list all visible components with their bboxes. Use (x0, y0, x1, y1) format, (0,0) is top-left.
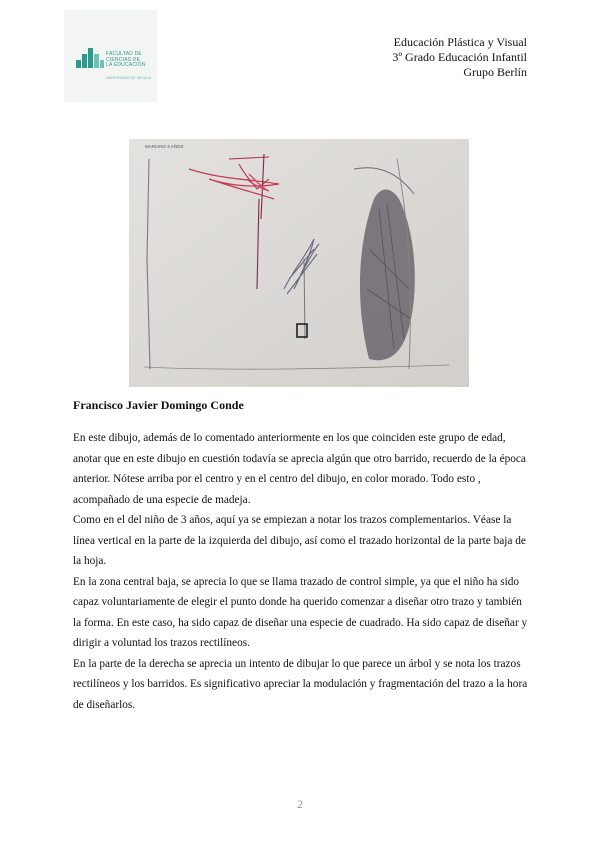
header-course: 3º Grado Educación Infantil (392, 50, 527, 64)
student-name: Francisco Javier Domingo Conde (73, 398, 244, 412)
document-header (392, 35, 527, 80)
logo-text: FACULTAD DE CIENCIAS DE LA EDUCACIÓN (106, 51, 146, 68)
drawing-corner-label: MARIANO 4 AÑOS (145, 144, 184, 149)
paragraph: En este dibujo, además de lo comentado anteriormente en los que coinciden este grupo de edad, anotar que en este dibujo en cuestión todavía se aprecia algún que otro barrido, recuerdo de la época anterior. Nótese arriba por el centro y en el centro del dibujo, en color morado. Todo esto , acompañado de una especie de madeja. (73, 432, 526, 506)
page-number: 2 (297, 797, 303, 811)
child-drawing-photo (129, 139, 469, 387)
header-subject: Educación Plástica y Visual (393, 35, 527, 49)
logo-subtext: UNIVERSIDAD DE SEVILLA (106, 76, 151, 80)
header-group: Grupo Berlín (463, 65, 527, 79)
paragraph: En la parte de la derecha se aprecia un intento de dibujar lo que parece un árbol y se nota los trazos rectilíneos y los barridos. Es significativo apreciar la modulación y fragmentación del trazo a la hora de diseñarlos. (73, 657, 528, 711)
paragraph: Como en el del niño de 3 años, aquí ya se empiezan a notar los trazos complementarios. Véase la línea vertical en la parte de la izquierda del dibujo, así como el trazado horizontal de la parte baja de la hoja. (73, 514, 526, 567)
faculty-logo (64, 10, 157, 102)
paragraph: En la zona central baja, se aprecia lo que se llama trazado de control simple, ya que el niño ha sido capaz voluntariamente de elegir el punto donde ha querido comenzar a diseñar otro trazo y también la forma. En este caso, ha sido capaz de diseñar una especie de cuadrado. Ha sido capaz de diseñar y dirigir a voluntad los trazos rectilíneos. (73, 575, 528, 649)
analysis-text (73, 428, 530, 715)
